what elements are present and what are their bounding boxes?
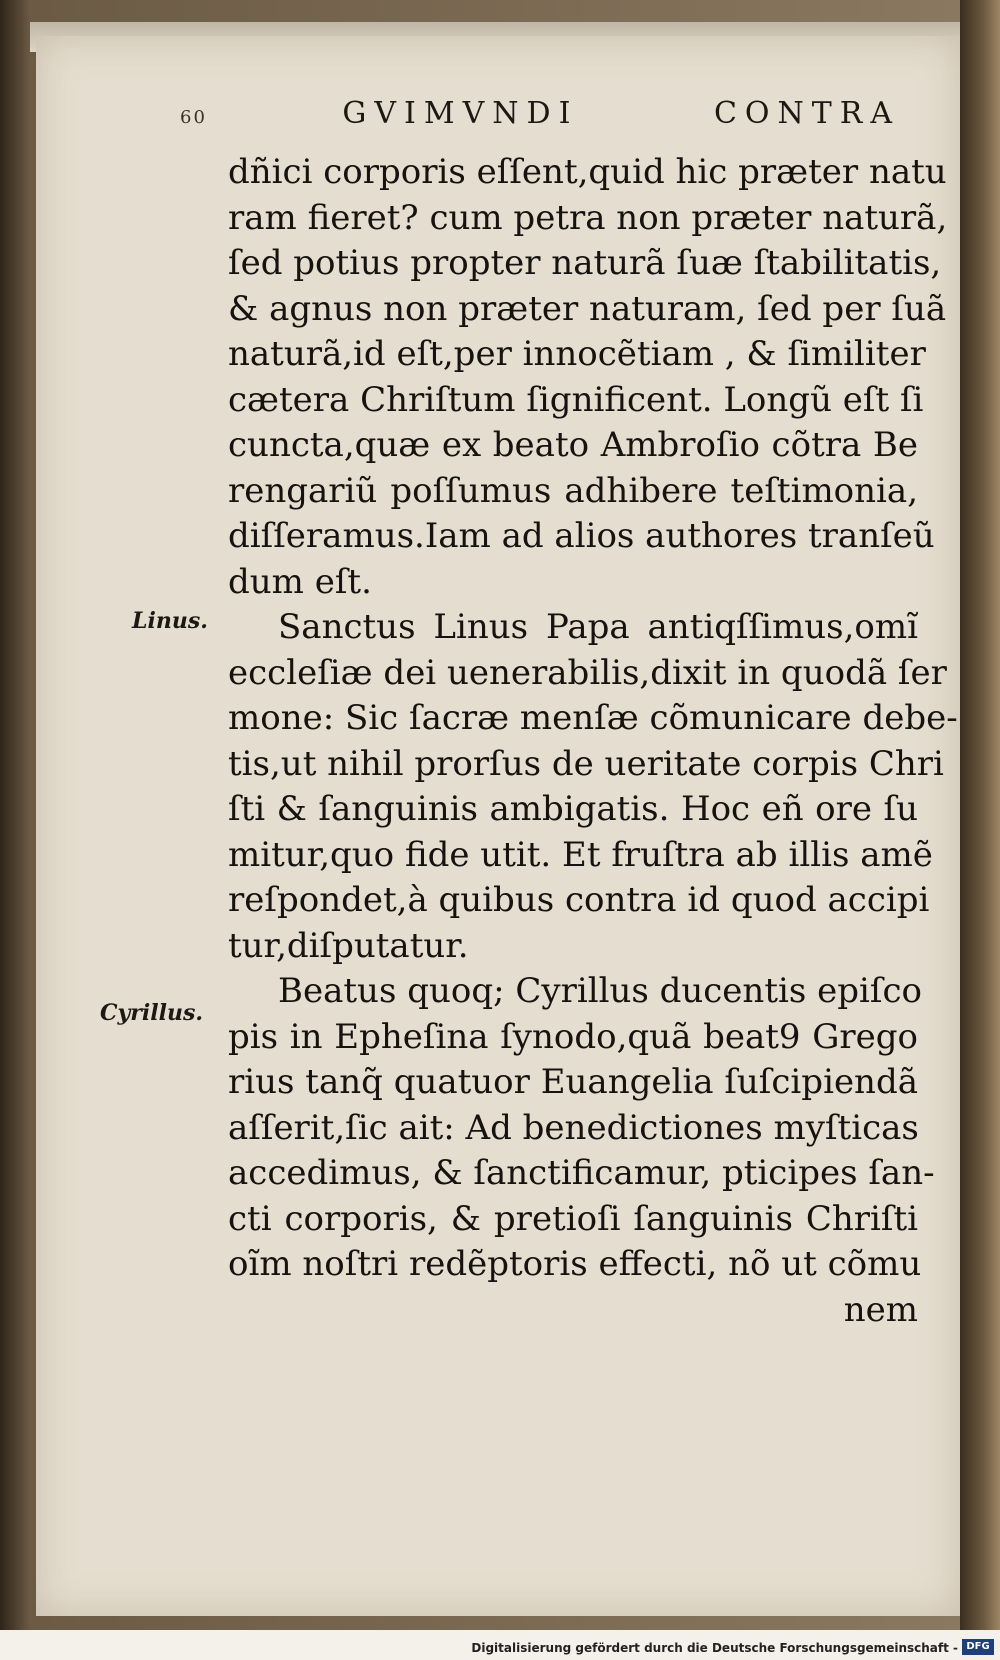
page-mark: 60	[180, 107, 207, 128]
text-line: eccleſiæ dei uenerabilis,dixit in quodã ſer	[228, 652, 947, 693]
catchword: nem	[843, 1289, 918, 1330]
text-line: rius tanq̃ quatuor Euangelia ſuſcipiendã	[228, 1062, 918, 1102]
text-line: naturã,id eſt,per innocẽtiam , & ſimiliter	[228, 334, 926, 374]
text-line: & agnus non præter naturam, ſed per ſuã	[228, 288, 947, 329]
footer-bar	[0, 1630, 1000, 1660]
text-line: mone: Sic ſacræ menſæ cõmunicare debe-	[228, 698, 958, 738]
text-line: aſſerit,ſic ait: Ad benedictiones myſticas	[228, 1107, 919, 1148]
text-line: ſti & ſanguinis ambigatis. Hoc eñ ore ſu	[228, 789, 918, 829]
text-line: cti corporis, & pretioſi ſanguinis Chriſti	[228, 1198, 918, 1239]
text-line: accedimus, & ſanctificamur, pticipes ſan-	[228, 1153, 935, 1193]
text-line: dum eſt.	[228, 561, 372, 602]
text-line: rengariũ poſſumus adhibere teſtimonia,	[228, 470, 918, 511]
text-line: pis in Epheſina ſynodo,quã beat9 Grego	[228, 1016, 918, 1057]
marginal-note-cyrillus: Cyrillus.	[100, 1000, 203, 1026]
text-line: tur,diſputatur.	[228, 925, 469, 966]
body-text	[228, 150, 958, 1333]
text-line: Sanctus Linus Papa antiqſſimus,omĩ	[278, 607, 918, 647]
text-line: Beatus quoq; Cyrillus ducentis epiſco	[278, 971, 922, 1011]
marginal-note-linus: Linus.	[132, 608, 208, 634]
text-line: diſſeramus.Iam ad alios authores tranſeũ	[228, 516, 935, 556]
text-line: reſpondet,à quibus contra id quod accipi	[228, 880, 930, 920]
text-line: oĩm noſtri redẽptoris effecti, nõ ut cõmu	[228, 1244, 922, 1284]
header-left: GVIMVNDI	[342, 96, 579, 131]
running-header	[180, 96, 900, 131]
text-line: ram fieret? cum petra non præter naturã,	[228, 197, 948, 238]
dfg-logo-icon: DFG	[962, 1639, 994, 1655]
text-line: mitur,quo fide utit. Et fruſtra ab illis amẽ	[228, 834, 933, 875]
text-line: cuncta,quæ ex beato Ambroſio cõtra Be	[228, 425, 918, 465]
text-line: cætera Chriſtum ſignificent. Longũ eſt ſi	[228, 379, 924, 420]
text-line: dñici corporis eſſent,quid hic præter natu	[228, 152, 947, 192]
text-line: tis,ut nihil prorſus de ueritate corpis Chri	[228, 743, 944, 784]
book-edge	[960, 0, 1000, 1630]
funding-credit: Digitalisierung gefördert durch die Deutsche Forschungsgemeinschaft -	[471, 1641, 958, 1655]
header-right: CONTRA	[713, 96, 900, 131]
text-line: ſed potius propter naturã ſuæ ſtabilitatis,	[228, 243, 942, 283]
